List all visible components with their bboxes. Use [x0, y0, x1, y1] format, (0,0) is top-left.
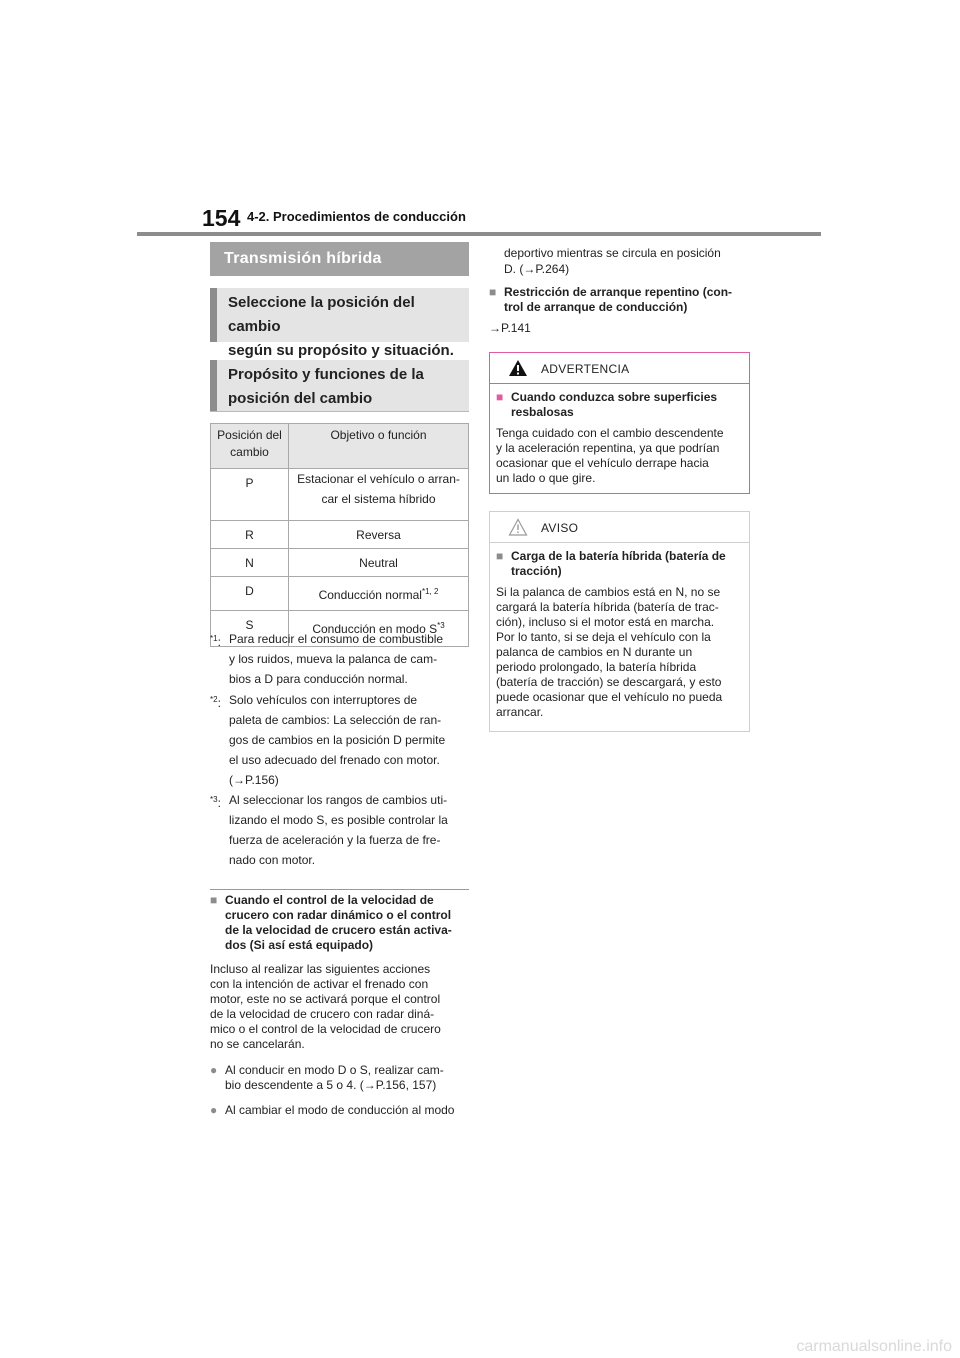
cell-function: Neutral — [289, 549, 469, 577]
watermark: carmanualsonline.info — [796, 1338, 952, 1355]
warning-header — [490, 353, 749, 384]
cell-function: Conducción en modo $S^{*3}$ — [289, 611, 469, 647]
restriction-ref: →P.141 — [489, 321, 531, 335]
header-position: Posición del cambio — [211, 424, 289, 469]
table-heading-line: posición del cambio — [228, 390, 373, 407]
header-function: Objetivo o función — [289, 424, 469, 469]
footnote: $^{*3}$: Al seleccionar los rangos de cambios uti- lizando el modo S, es posible controlar la fuerza de aceleración y la fuerza de fre- nado con motor. — [210, 793, 448, 867]
table-header-row — [211, 424, 469, 469]
round-bullet-icon: ● — [210, 1063, 218, 1077]
warning-body: Tenga cuidado con el cambio descendente y la aceleración repentina, ya que podrían ocasionar que el vehículo derrape hacia un lado o que gire. — [496, 426, 724, 485]
footnote: $^{*2}$: Solo vehículos con interruptores de paleta de cambios: La selección de ran- gos de cambios en la posición D permite el uso adecuado del frenado con motor. (→P.156) — [210, 693, 446, 787]
warning-box — [489, 352, 750, 494]
list-item: ● Al conducir en modo D o S, realizar cam- bio descendente a 5 o 4. (→P.156, 157) — [210, 1063, 444, 1092]
header-rule — [137, 232, 821, 236]
shift-position-table — [210, 423, 469, 647]
notice-body: Si la palanca de cambios está en N, no se cargará la batería híbrida (batería de trac- ción), incluso si el motor está en marcha. Por lo tanto, si se deja el vehículo con la palanca de cambios en N durante un periodo prolongado, la batería híbrida (batería de tracción) se descargará, y esto puede ocasionar que el vehículo no pueda arrancar. — [496, 585, 723, 719]
notice-box — [489, 511, 750, 732]
intro-line: según su propósito y situación. — [228, 342, 454, 359]
table-row — [211, 521, 469, 549]
chapter-title-bar: Transmisión híbrida — [210, 242, 469, 276]
warning-label: ADVERTENCIA — [541, 362, 630, 376]
continued-text: deportivo mientras se circula en posición D. (→P.264) — [504, 246, 721, 276]
intro-box — [210, 288, 469, 359]
cell-position: R — [211, 521, 289, 549]
warning-heading: ■ Cuando conduzca sobre superficies resbalosas — [496, 390, 718, 419]
cell-position: S — [211, 611, 289, 647]
square-bullet-icon: ■ — [496, 390, 504, 404]
table-heading-line: Propósito y funciones de la — [228, 366, 424, 383]
cell-position: P — [211, 469, 289, 521]
list-item: ● Al cambiar el modo de conducción al modo — [210, 1103, 455, 1117]
table-heading-box — [210, 360, 469, 412]
heading-underline — [210, 411, 469, 412]
table-row — [211, 549, 469, 577]
notice-heading: ■ Carga de la batería híbrida (batería de tracción) — [496, 549, 726, 578]
cruise-body: Incluso al realizar las siguientes acciones con la intención de activar el frenado con motor, este no se activará porque el control de la velocidad de crucero con radar diná- mico o el control de la velocidad de crucero no se cancelarán. — [210, 962, 441, 1051]
cell-function: Estacionar el vehículo o arran- car el sistema híbrido — [289, 469, 469, 521]
cell-position: D — [211, 577, 289, 611]
page-number: 154 — [202, 205, 241, 231]
notice-header — [490, 512, 749, 543]
square-bullet-icon: ■ — [496, 549, 504, 563]
footnote: $^{*1}$: Para reducir el consumo de combustible y los ruidos, mueva la palanca de cam- bios a D para conducción normal. — [210, 632, 444, 686]
table-row — [211, 469, 469, 521]
table-row — [211, 577, 469, 611]
cell-function: Conducción normal$^{*1, 2}$ — [289, 577, 469, 611]
square-bullet-icon: ■ — [489, 285, 497, 299]
caution-triangle-icon — [508, 518, 528, 536]
square-bullet-icon: ■ — [210, 893, 218, 907]
cell-function: Reversa — [289, 521, 469, 549]
intro-line: Seleccione la posición del cambio — [228, 294, 415, 335]
round-bullet-icon: ● — [210, 1103, 218, 1117]
cell-position: N — [211, 549, 289, 577]
section-title: 4-2. Procedimientos de conducción — [247, 209, 466, 224]
cruise-heading: ■ Cuando el control de la velocidad de crucero con radar dinámico o el control de la velocidad de crucero están activa- dos (Si así está equipado) — [210, 893, 452, 952]
restriction-heading: ■ Restricción de arranque repentino (con- trol de arranque de conducción) — [489, 285, 733, 314]
notice-label: AVISO — [541, 521, 579, 535]
warning-triangle-icon — [508, 359, 528, 377]
section-separator — [210, 889, 469, 890]
